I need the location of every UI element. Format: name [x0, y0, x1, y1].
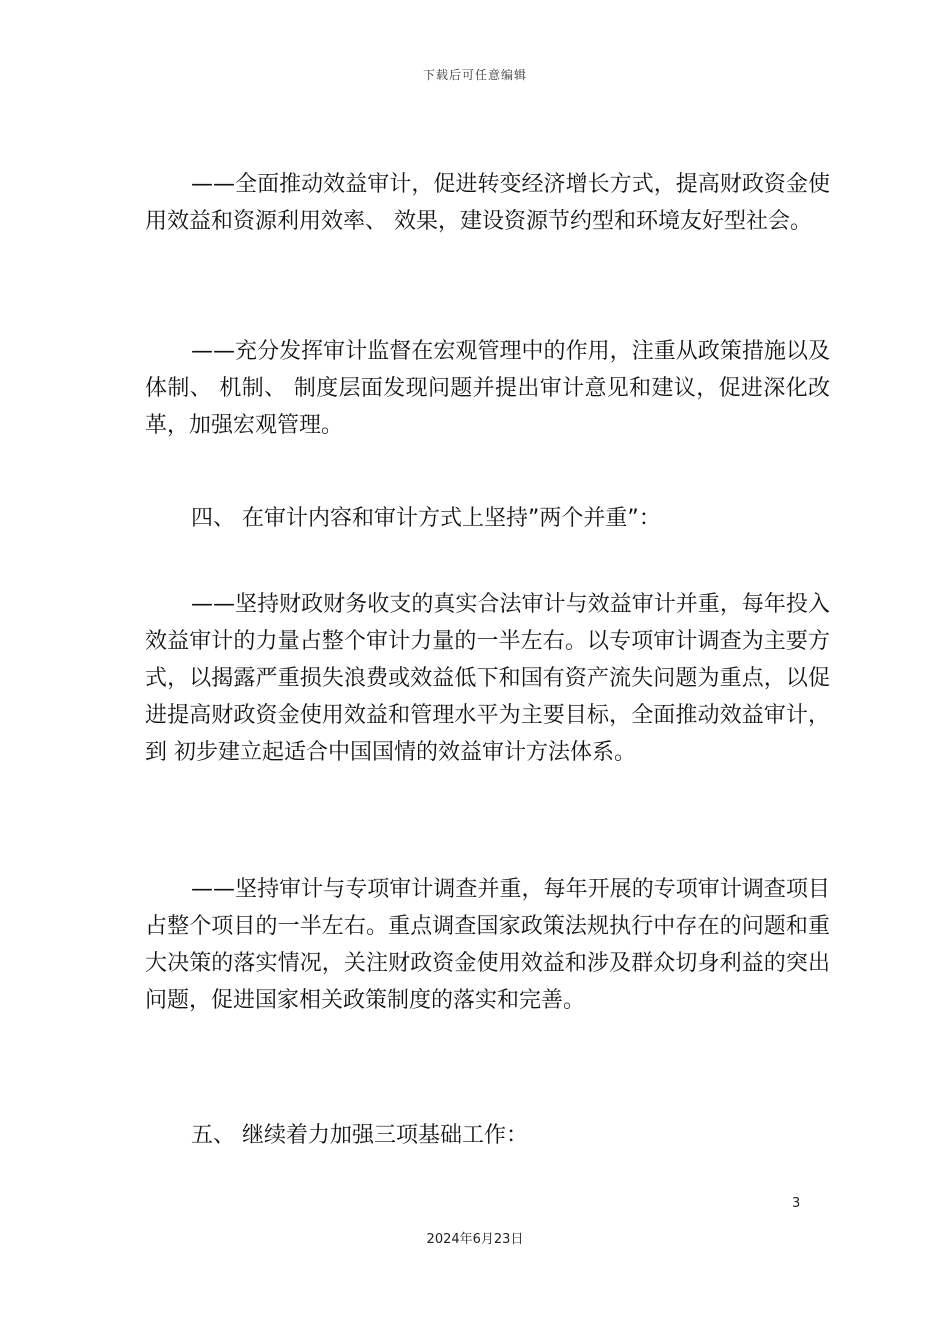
footer-date: 2024年6月23日 [426, 1232, 524, 1247]
paragraph-financial-audit: ——坚持财政财务收支的真实合法审计与效益审计并重，每年投入效益审计的力量占整个审计力量的一半左右。以专项审计调查为主要方式，以揭露严重损失浪费或效益低下和国有资产流失问题为重点，以促进提高财政资金使用效益和管理水平为主要目标，全面推动效益审计，到 初步建立起适合中国国情的效益审计方法体系。 [145, 592, 830, 765]
paragraph-macro-management: ——充分发挥审计监督在宏观管理中的作用，注重从政策措施以及体制、 机制、 制度层面发现问题并提出审计意见和建议，促进深化改革，加强宏观管理。 [145, 339, 830, 438]
paragraph-special-investigation: ——坚持审计与专项审计调查并重，每年开展的专项审计调查项目占整个项目的一半左右。重点调查国家政策法规执行中存在的问题和重大决策的落实情况，关注财政资金使用效益和涉及群众切身利益的突出问题，促进国家相关政策制度的落实和完善。 [145, 877, 830, 1013]
section-heading-four: 四、 在审计内容和审计方式上坚持”两个并重”： [191, 506, 661, 531]
section-heading-five: 五、 继续着力加强三项基础工作： [191, 1123, 528, 1148]
page-number: 3 [792, 1196, 801, 1211]
paragraph-efficiency-audit: ——全面推动效益审计，促进转变经济增长方式，提高财政资金使用效益和资源利用效率、 效果，建设资源节约型和环境友好型社会。 [145, 172, 830, 234]
page-header: 下载后可任意编辑 [422, 68, 527, 82]
